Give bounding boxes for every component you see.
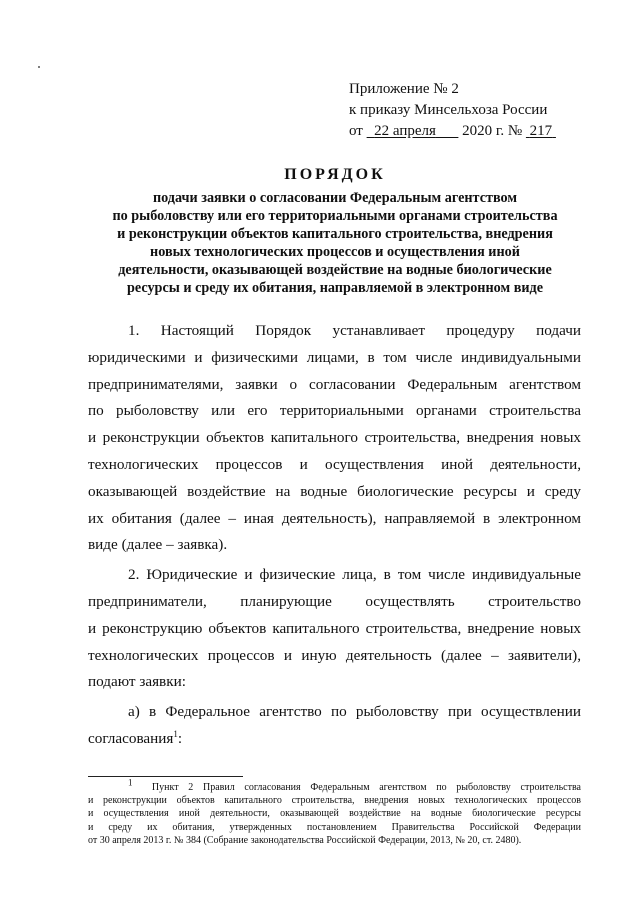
text-line: и реконструкцию объектов капитального строительства, внедрение новых xyxy=(88,619,581,637)
text-line: подают заявки: xyxy=(88,673,186,691)
paragraph-2 xyxy=(88,562,581,696)
text-line: и реконструкции объектов капитального строительства, внедрения новых xyxy=(88,429,581,447)
footnote-line: от 30 апреля 2013 г. № 384 (Собрание законодательства Российской Федерации, 2013, № 20, ст. 2480). xyxy=(88,834,522,846)
document-title xyxy=(85,165,585,297)
text-line: 2. Юридические и физические лица, в том числе индивидуальные xyxy=(128,566,581,584)
footnote xyxy=(88,777,581,847)
text-line: а) в Федеральное агентство по рыболовству при осуществлении xyxy=(128,703,581,721)
text-line: технологических процессов и иную деятельность (далее – заявители), xyxy=(88,646,581,664)
text-line: 1. Настоящий Порядок устанавливает процедуру подачи xyxy=(128,322,581,339)
appendix-date-line xyxy=(349,121,609,142)
footnote-line: и среду их обитания, утвержденных постановлением Правительства Российской Федерации xyxy=(88,821,581,833)
appendix-date: 22 апреля xyxy=(374,123,436,139)
text-line: их обитания (далее – иная деятельность), направляемой в электронном xyxy=(88,509,581,527)
title-line: по рыболовству или его территориальными органами строительства xyxy=(112,208,558,224)
title-line: новых технологических процессов и осуществления иной xyxy=(150,244,520,260)
title-line: подачи заявки о согласовании Федеральным агентством xyxy=(152,190,518,206)
scan-speck xyxy=(38,66,40,68)
document-body xyxy=(88,318,581,753)
appendix-number: Приложение № 2 xyxy=(349,81,459,97)
title-line: и реконструкции объектов капитального строительства, внедрения xyxy=(117,226,553,242)
footnote-line: и осуществления иной деятельности, оказывающей воздействие на водные биологические ресурсы xyxy=(88,808,581,820)
footnote-line: $^1$ Пункт 2 Правил согласования Федеральным агентством по рыболовству строительства xyxy=(128,777,581,793)
appendix-order-ref: к приказу Минсельхоза России xyxy=(349,102,548,118)
footnote-line: и реконструкции объектов капитального строительства, внедрения новых технологических процессов xyxy=(88,795,581,807)
text-line: виде (далее – заявка). xyxy=(88,536,228,554)
appendix-no-sign: № xyxy=(507,123,523,139)
paragraph-1 xyxy=(88,318,581,559)
text-line: предприниматели, планирующие осуществлять строительство xyxy=(88,592,581,610)
footnote-mark: 1 xyxy=(128,777,133,788)
text-line: предпринимателями, заявки о согласовании Федеральным агентством xyxy=(88,375,581,393)
title-line: деятельности, оказывающей воздействие на водные биологические xyxy=(118,262,552,278)
paragraph-3 xyxy=(88,699,581,753)
appendix-order-number: 217 xyxy=(529,123,553,139)
footnote-ref[interactable]: 1 xyxy=(173,728,178,739)
footnote-separator xyxy=(88,776,243,777)
text-line: согласования$^1$: xyxy=(88,728,183,747)
text-line: технологических процессов и осуществления иной деятельности, xyxy=(88,455,581,473)
text-line: юридическими и физическими лицами, в том числе индивидуальными xyxy=(88,348,581,366)
title-main: ПОРЯДОК xyxy=(284,166,386,183)
appendix-from: от xyxy=(349,123,363,139)
title-line: ресурсы и среду их обитания, направляемой в электронном виде xyxy=(126,280,544,296)
text-line: по рыболовству или его территориальными органами строительства xyxy=(88,402,581,420)
appendix-year: 2020 г. xyxy=(462,123,505,139)
text-line: оказывающей воздействие на водные биологические ресурсы и среду xyxy=(88,482,581,500)
appendix-header xyxy=(349,79,609,142)
